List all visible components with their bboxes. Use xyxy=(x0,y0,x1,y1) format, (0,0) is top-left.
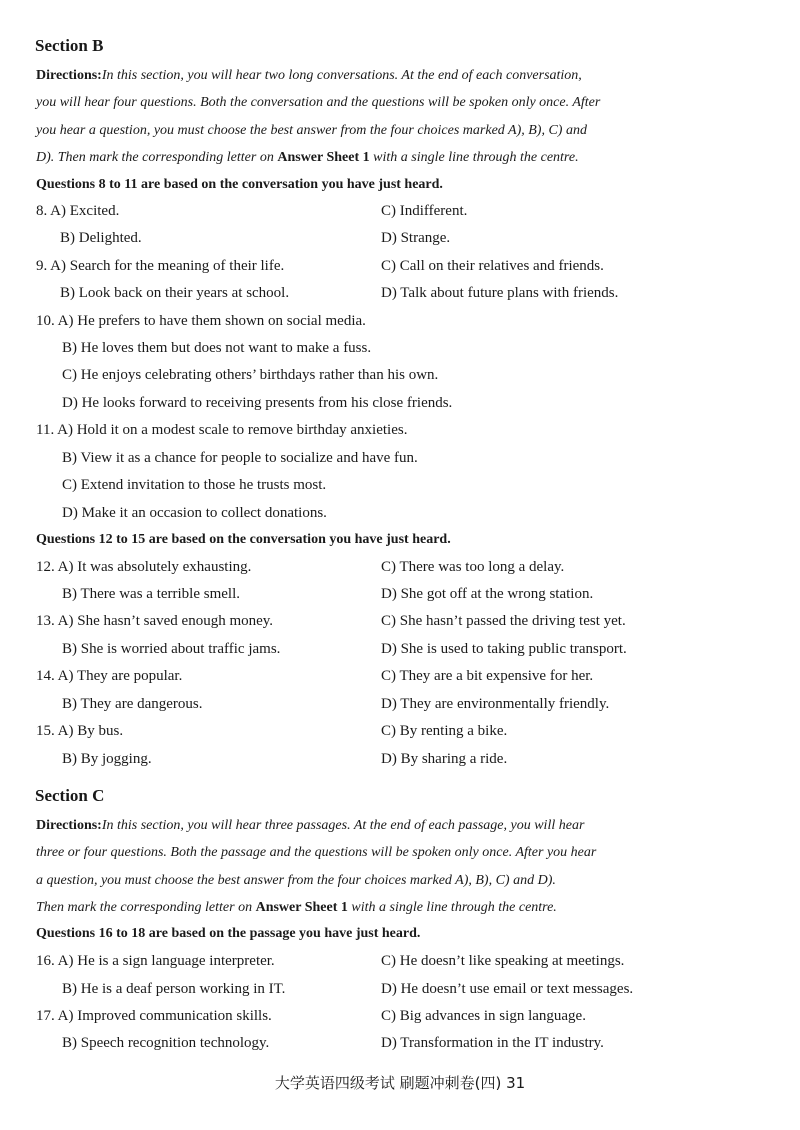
section-c-directions xyxy=(36,812,766,921)
directions-text: D). Then mark the corresponding letter on xyxy=(36,149,278,165)
q14-option-c: C) They are a bit expensive for her. xyxy=(381,668,594,684)
q17-option-a: 17. A) Improved communication skills. xyxy=(36,1008,272,1024)
section-b-directions xyxy=(36,62,766,171)
q16-option-a: 16. A) He is a sign language interpreter. xyxy=(36,953,275,969)
directions-text: In this section, you will hear two long conversations. At the end of each conversation, xyxy=(101,68,582,83)
q9-option-d: D) Talk about future plans with friends. xyxy=(381,285,619,301)
directions-text: with a single line through the centre. xyxy=(347,899,557,915)
section-c-title: Section C xyxy=(35,786,105,805)
q8-option-a: 8. A) Excited. xyxy=(36,203,120,219)
q16-option-b: B) He is a deaf person working in IT. xyxy=(62,981,286,997)
q10-option-a: 10. A) He prefers to have them shown on social media. xyxy=(36,313,366,329)
q12-option-d: D) She got off at the wrong station. xyxy=(381,586,594,602)
q12-option-a: 12. A) It was absolutely exhausting. xyxy=(36,559,252,575)
q15-option-a: 15. A) By bus. xyxy=(36,723,124,739)
page-footer: 大学英语四级考试 刷题冲刺卷(四) 31 xyxy=(274,1074,526,1092)
q16-option-c: C) He doesn’t like speaking at meetings. xyxy=(381,953,625,969)
q17-option-d: D) Transformation in the IT industry. xyxy=(381,1035,604,1051)
directions-line: you will hear four questions. Both the conversation and the questions will be spoken only once. After xyxy=(36,95,601,111)
q12-option-b: B) There was a terrible smell. xyxy=(62,586,240,602)
q14-option-d: D) They are environmentally friendly. xyxy=(381,696,610,712)
questions-12-15-heading: Questions 12 to 15 are based on the conversation you have just heard. xyxy=(36,532,451,547)
q13-option-c: C) She hasn’t passed the driving test yet. xyxy=(381,613,626,629)
directions-line xyxy=(36,62,766,89)
directions-line: a question, you must choose the best answer from the four choices marked A), B), C) and D). xyxy=(36,872,556,888)
q9-option-c: C) Call on their relatives and friends. xyxy=(381,258,604,274)
directions-line: three or four questions. Both the passage and the questions will be spoken only once. After you hear xyxy=(36,845,597,861)
q16-option-d: D) He doesn’t use email or text messages. xyxy=(381,981,634,997)
questions-16-18-heading: Questions 16 to 18 are based on the passage you have just heard. xyxy=(36,926,421,941)
questions-8-11-heading: Questions 8 to 11 are based on the conversation you have just heard. xyxy=(36,177,443,192)
q10-option-d: D) He looks forward to receiving presents from his close friends. xyxy=(62,395,453,411)
q11-option-d: D) Make it an occasion to collect donations. xyxy=(62,505,327,521)
q9-option-a: 9. A) Search for the meaning of their life. xyxy=(36,258,285,274)
q8-option-c: C) Indifferent. xyxy=(381,203,468,219)
q17-option-c: C) Big advances in sign language. xyxy=(381,1008,586,1024)
q15-option-b: B) By jogging. xyxy=(62,751,152,767)
answer-sheet-ref: Answer Sheet 1 xyxy=(277,149,370,165)
q17-option-b: B) Speech recognition technology. xyxy=(62,1035,270,1051)
q14-option-a: 14. A) They are popular. xyxy=(36,668,183,684)
section-b-title: Section B xyxy=(35,36,104,55)
q11-option-b: B) View it as a chance for people to socialize and have fun. xyxy=(62,450,418,466)
directions-label: Directions: xyxy=(36,68,102,83)
q8-option-d: D) Strange. xyxy=(381,230,451,246)
directions-text: In this section, you will hear three passages. At the end of each passage, you will hear xyxy=(101,818,585,833)
q15-option-c: C) By renting a bike. xyxy=(381,723,508,739)
q10-option-b: B) He loves them but does not want to make a fuss. xyxy=(62,340,372,356)
q14-option-b: B) They are dangerous. xyxy=(62,696,203,712)
q15-option-d: D) By sharing a ride. xyxy=(381,751,508,767)
directions-text: Then mark the corresponding letter on xyxy=(36,899,256,915)
q10-option-c: C) He enjoys celebrating others’ birthdays rather than his own. xyxy=(62,367,439,383)
directions-text: with a single line through the centre. xyxy=(369,149,579,165)
directions-label: Directions: xyxy=(36,818,102,833)
q13-option-d: D) She is used to taking public transport. xyxy=(381,641,627,657)
directions-line xyxy=(36,894,766,921)
q11-option-c: C) Extend invitation to those he trusts most. xyxy=(62,477,327,493)
q12-option-c: C) There was too long a delay. xyxy=(381,559,565,575)
q9-option-b: B) Look back on their years at school. xyxy=(60,285,290,301)
directions-line xyxy=(36,144,766,171)
answer-sheet-ref: Answer Sheet 1 xyxy=(255,899,348,915)
q13-option-b: B) She is worried about traffic jams. xyxy=(62,641,281,657)
directions-line xyxy=(36,812,766,839)
directions-line: you hear a question, you must choose the best answer from the four choices marked A), B), C) and xyxy=(36,122,587,138)
q11-option-a: 11. A) Hold it on a modest scale to remove birthday anxieties. xyxy=(36,422,408,438)
q13-option-a: 13. A) She hasn’t saved enough money. xyxy=(36,613,274,629)
q8-option-b: B) Delighted. xyxy=(60,230,142,246)
